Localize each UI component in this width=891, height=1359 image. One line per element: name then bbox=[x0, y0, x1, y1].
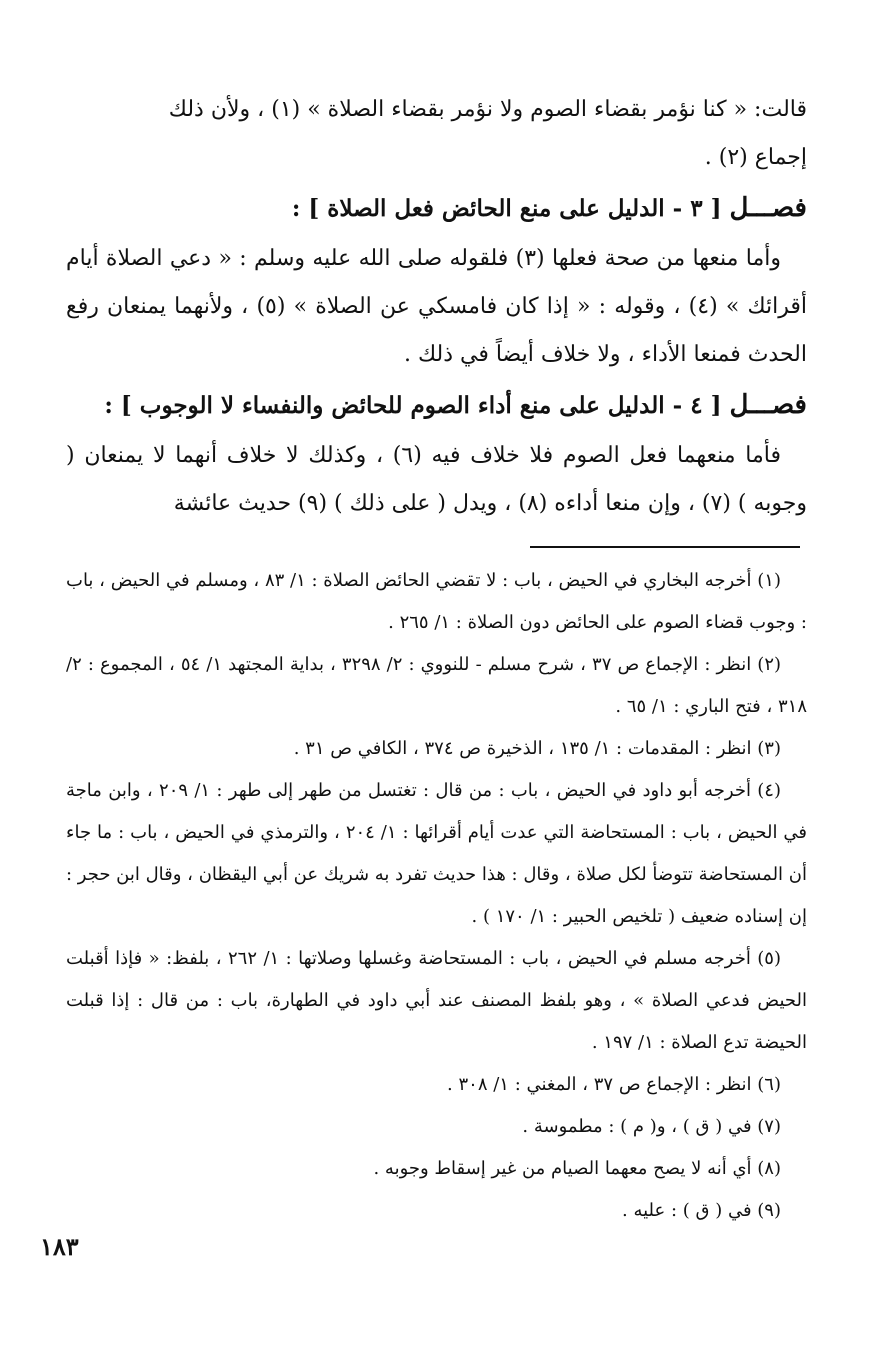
footnote-divider bbox=[530, 546, 800, 548]
section-heading-4 bbox=[66, 379, 807, 432]
footnote-3: (٣) انظر : المقدمات : ١/ ١٣٥ ، الذخيرة ص ٣٧٤ ، الكافي ص ٣١ . bbox=[293, 738, 781, 759]
section-heading-3-text: [ ٣ - الدليل على منع الحائض فعل الصلاة ] : bbox=[291, 195, 722, 222]
footnote-7: (٧) في ( ق ) ، و( م ) : مطموسة . bbox=[522, 1116, 781, 1137]
footnotes bbox=[66, 560, 807, 1232]
footnote-5: (٥) أخرجه مسلم في الحيض ، باب : المستحاضة وغسلها وصلاتها : ١/ ٢٦٢ ، بلفظ: « فإذا أقبلت الحيض فدعي الصلاة » ، وهو بلفظ المصنف عند أبي داود في الطهارة، باب : من قال : إذا قبلت الحيضة تدع الصلاة : ١/ ١٩٧ . bbox=[66, 948, 807, 1053]
fasl-word: فصـــل bbox=[729, 193, 807, 223]
page-number: ١٨٣ bbox=[40, 1232, 79, 1261]
text-line-1: قالت: « كنا نؤمر بقضاء الصوم ولا نؤمر بقضاء الصلاة » (١) ، ولأن ذلك bbox=[168, 97, 807, 122]
footnote-4: (٤) أخرجه أبو داود في الحيض ، باب : من قال : تغتسل من طهر إلى طهر : ١/ ٢٠٩ ، وابن ماجة في الحيض ، باب : المستحاضة التي عدت أيام أقرائها : ١/ ٢٠٤ ، والترمذي في الحيض ، باب : ما جاء أن المستحاضة تتوضأ لكل صلاة ، وقال : هذا حديث تفرد به شريك عن أبي اليقظان ، وقال ابن حجر : إن إسناده ضعيف ( تلخيص الحبير : ١/ ١٧٠ ) . bbox=[65, 780, 808, 927]
footnote-1: (١) أخرجه البخاري في الحيض ، باب : لا تقضي الحائض الصلاة : ١/ ٨٣ ، ومسلم في الحيض ، باب : وجوب قضاء الصوم على الحائض دون الصلاة : ١/ ٢٦٥ . bbox=[66, 570, 807, 633]
section-heading-4-text: [ ٤ - الدليل على منع أداء الصوم للحائض والنفساء لا الوجوب ] : bbox=[104, 392, 722, 419]
main-text bbox=[66, 86, 807, 528]
footnote-9: (٩) في ( ق ) : عليه . bbox=[622, 1200, 781, 1221]
paragraph-2: وأما منعها من صحة فعلها (٣) فلقوله صلى الله عليه وسلم : « دعي الصلاة أيام أقرائك » (٤) ، وقوله : « إذا كان فامسكي عن الصلاة » (٥) ، ولأنهما يمنعان رفع الحدث فمنعا الأداء ، ولا خلاف أيضاً في ذلك . bbox=[66, 246, 807, 367]
footnote-6: (٦) انظر : الإجماع ص ٣٧ ، المغني : ١/ ٣٠٨ . bbox=[447, 1074, 781, 1095]
text-line-2: إجماع (٢) . bbox=[704, 145, 807, 170]
section-heading-3 bbox=[66, 182, 807, 235]
footnote-2: (٢) انظر : الإجماع ص ٣٧ ، شرح مسلم - للنووي : ٢/ ٣٢٩٨ ، بداية المجتهد ١/ ٥٤ ، المجموع : ٢/ ٣١٨ ، فتح الباري : ١/ ٦٥ . bbox=[66, 654, 807, 717]
paragraph-3: فأما منعهما فعل الصوم فلا خلاف فيه (٦) ، وكذلك لا خلاف أنهما لا يمنعان ( وجوبه ) (٧) ، وإن منعا أداءه (٨) ، ويدل ( على ذلك ) (٩) حديث عائشة bbox=[66, 443, 807, 516]
fasl-word: فصـــل bbox=[729, 390, 807, 420]
footnote-8: (٨) أي أنه لا يصح معهما الصيام من غير إسقاط وجوبه . bbox=[373, 1158, 781, 1179]
